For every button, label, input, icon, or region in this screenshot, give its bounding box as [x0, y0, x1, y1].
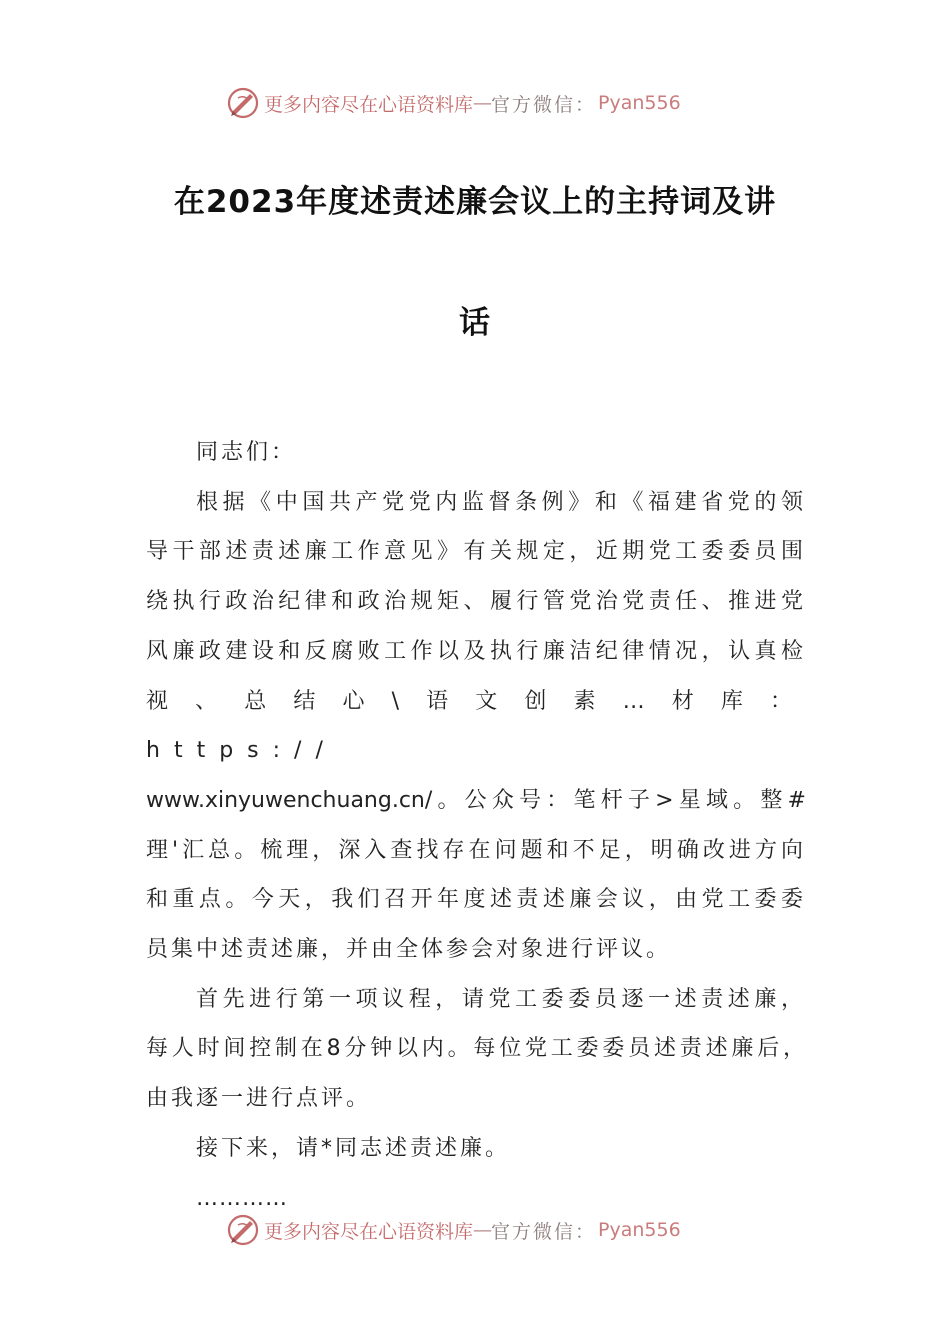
paragraph-2-line: 首先进行第一项议程，请党工委委员逐一述责述廉，	[196, 986, 806, 1012]
watermark-lead-text: 更多内容尽在心语资料库	[264, 93, 474, 116]
paragraph-1-line: 绕执行政治纪律和政治规矩、履行管党治党责任、推进党	[146, 589, 806, 615]
paragraph-2-line: 每人时间控制在8分钟以内。每位党工委委员述责述廉后，	[146, 1036, 806, 1062]
salutation: 同志们：	[196, 440, 297, 465]
paragraph-2	[146, 975, 806, 1124]
paragraph-2-line: 由我逐一进行点评。	[146, 1086, 372, 1112]
ellipsis-line: …………	[196, 1185, 288, 1211]
document-body	[146, 428, 806, 1223]
paragraph-1-line: 员集中述责述廉，并由全体参会对象进行评议。	[146, 937, 672, 963]
watermark-tail-text: 官方微信：	[491, 1220, 597, 1243]
watermark-wechat-id: Pyan556	[598, 1219, 681, 1241]
document-title-line2: 话	[459, 305, 491, 341]
watermark-separator: —	[473, 1219, 492, 1241]
paragraph-1-line: www.xinyuwenchuang.cn/。公众号：笔杆子>星域。整#	[146, 787, 806, 813]
pen-circle-logo-icon	[226, 86, 260, 120]
watermark-footer	[226, 1210, 681, 1250]
pen-circle-logo-icon	[226, 1213, 260, 1247]
paragraph-1-line: 导干部述责述廉工作意见》有关规定，近期党工委委员围	[146, 539, 806, 565]
paragraph-1-line: 理'汇总。梳理，深入查找存在问题和不足，明确改进方向	[146, 837, 806, 863]
watermark-wechat-id: Pyan556	[598, 92, 681, 114]
paragraph-1-line: 根据《中国共产党党内监督条例》和《福建省党的领	[196, 489, 806, 515]
paragraph-1-line: 和重点。今天，我们召开年度述责述廉会议，由党工委委	[146, 887, 806, 913]
watermark-tail-text: 官方微信：	[491, 93, 597, 116]
watermark-header	[226, 83, 681, 123]
watermark-lead-text: 更多内容尽在心语资料库	[264, 1220, 474, 1243]
paragraph-3: 接下来，请*同志述责述廉。	[196, 1135, 511, 1161]
paragraph-1-line: 视、总结心\语文创素…材库：https://	[146, 688, 806, 764]
paragraph-1-line: 风廉政建设和反腐败工作以及执行廉洁纪律情况，认真检	[146, 638, 806, 664]
watermark-separator: —	[473, 92, 492, 114]
document-title-line1: 在2023年度述责述廉会议上的主持词及讲	[173, 184, 777, 220]
paragraph-1	[146, 478, 806, 975]
